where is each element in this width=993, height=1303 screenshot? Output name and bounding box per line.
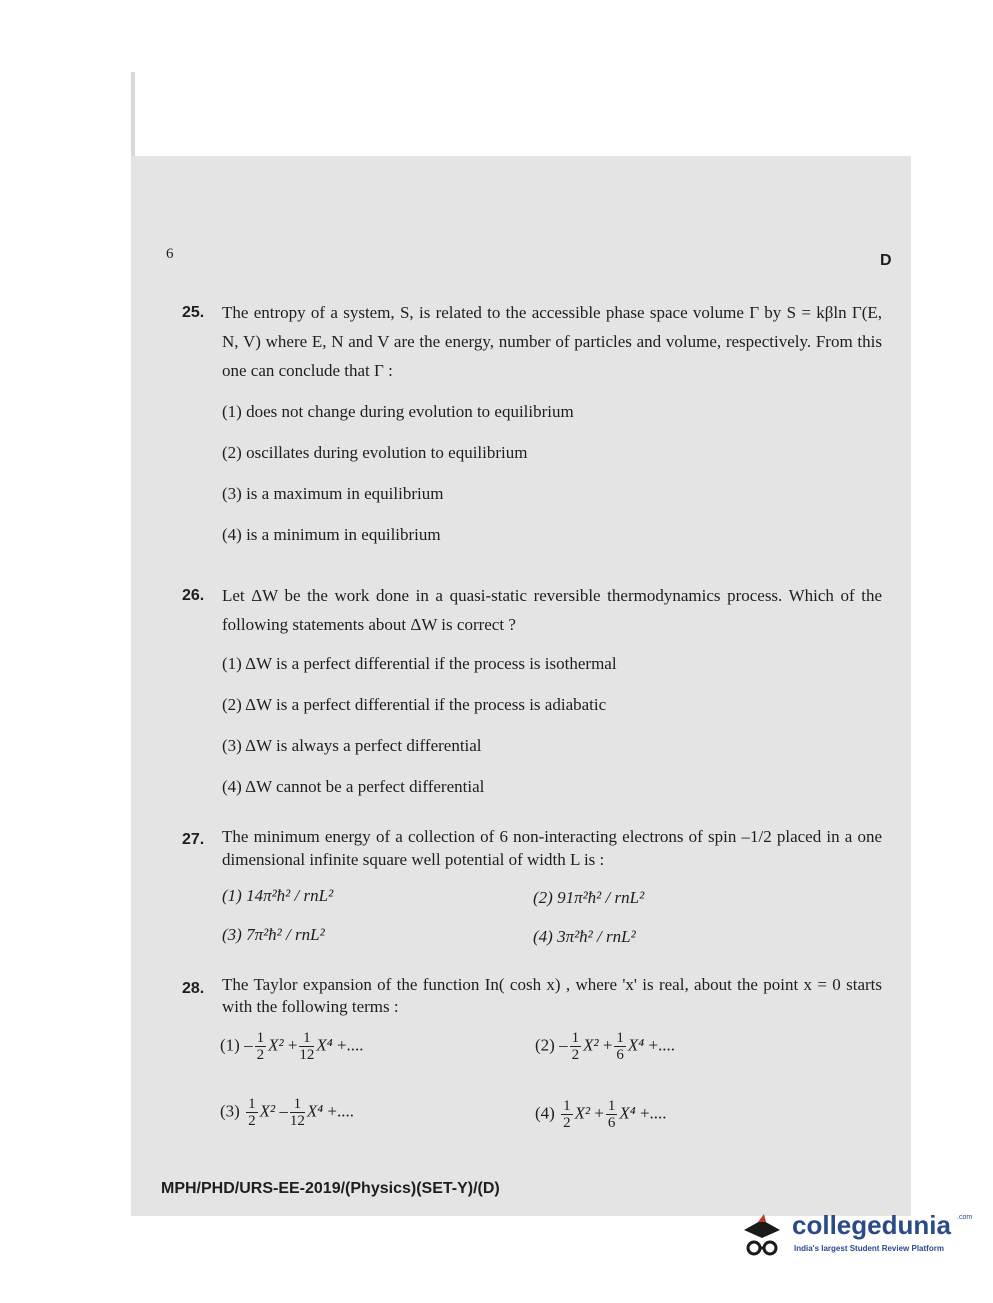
brand-tagline: India's largest Student Review Platform	[794, 1244, 944, 1253]
brand-suffix: .com	[957, 1214, 973, 1221]
option-1: (1) does not change during evolution to equilibrium	[222, 402, 574, 421]
option-4: (4) ΔW cannot be a perfect differential	[222, 777, 485, 796]
option-1: (1) 14π²ħ² / rnL²	[222, 886, 334, 905]
question-number: 25.	[182, 304, 205, 321]
footer-code: MPH/PHD/URS-EE-2019/(Physics)(SET-Y)/(D)	[161, 1180, 500, 1197]
option-4: (4) is a minimum in equilibrium	[222, 525, 441, 544]
option-1: (1) ΔW is a perfect differential if the process is isothermal	[222, 654, 617, 673]
question-number: 27.	[182, 831, 205, 848]
question-stem: Let ΔW be the work done in a quasi-static reversible thermodynamics process. Which of the following statements about ΔW is correct ?	[222, 586, 882, 634]
option-3: (3) 7π²ħ² / rnL²	[222, 925, 325, 944]
option-4: (4) 3π²ħ² / rnL²	[533, 927, 636, 946]
student-mascot-icon	[740, 1212, 786, 1260]
question-stem: The entropy of a system, S, is related to the accessible phase space volume Γ by S = kβln Γ(E, N, V) where E, N and V are the energy, number of particles and volume, respectively. From this one can conclude that Γ :	[222, 303, 882, 380]
option-2: (2) 91π²ħ² / rnL²	[533, 888, 645, 907]
question-number: 28.	[182, 980, 205, 997]
question-26	[182, 581, 882, 639]
question-28	[182, 974, 882, 1018]
set-code: D	[880, 252, 892, 269]
option-2: (2) ΔW is a perfect differential if the process is adiabatic	[222, 695, 607, 714]
question-25	[182, 298, 882, 385]
option-3: (3) ΔW is always a perfect differential	[222, 736, 482, 755]
option-2: (2) oscillates during evolution to equilibrium	[222, 443, 528, 462]
scan-edge	[131, 72, 135, 162]
question-number: 26.	[182, 587, 205, 604]
option-2: (2) – $\frac{1}{2}$ X² + $\frac{1}{6}$ X⁴ +....	[535, 1030, 676, 1063]
brand-name: collegedunia	[792, 1210, 951, 1240]
option-3: (3) $\frac{1}{2}$ X² – $\frac{1}{12}$ X⁴ +....	[220, 1096, 354, 1129]
question-27	[182, 825, 882, 871]
option-4: (4) $\frac{1}{2}$ X² + $\frac{1}{6}$ X⁴ +....	[535, 1098, 667, 1131]
question-stem: The Taylor expansion of the function In( cosh x) , where 'x' is real, about the point x = 0 starts with the following terms :	[222, 975, 882, 1016]
collegedunia-watermark	[740, 1206, 973, 1266]
option-1: (1) – $\frac{1}{2}$ X² + $\frac{1}{12}$ X⁴ +....	[220, 1030, 364, 1063]
option-3: (3) is a maximum in equilibrium	[222, 484, 444, 503]
page-number: 6	[166, 246, 174, 262]
question-stem: The minimum energy of a collection of 6 non-interacting electrons of spin –1/2 placed in a one dimensional infinite square well potential of width L is :	[222, 827, 882, 869]
